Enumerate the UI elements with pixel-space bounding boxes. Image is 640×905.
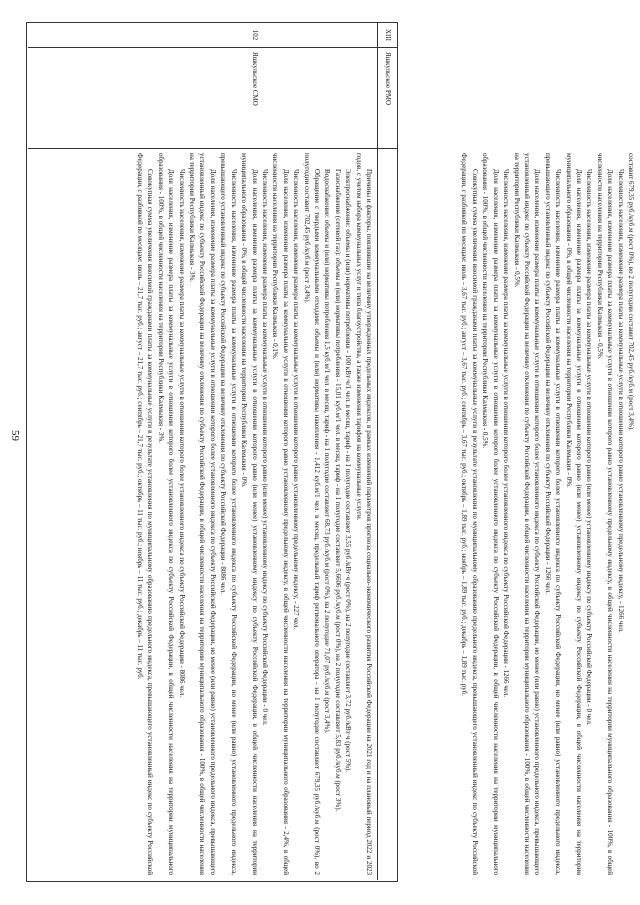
row-number-xiii: XIII <box>384 28 392 42</box>
paragraph: Обращение с твердыми коммунальными отходами: объемы и (или) нормативы накопления - 1,412 куб.м/1 чел. в месяц, предельный тариф регионального оператора - на 1 полугодие составляет 679,35 руб./куб.м (рост 0%), во 2 полугодии составит 702,45 руб./куб.м (рост 3,4%). <box>302 153 321 875</box>
paragraph: Численность населения, изменение размера платы за коммунальные услуги в отношении которого равно установленному предельному индексу, - 1266 чел. <box>616 169 625 633</box>
paragraph: Доля населения, изменение размера платы за коммунальные услуги в отношении которого равно установленному предельному индексу, в общей численности населения на территории муниципального образования - 2,4%, в общей численности населения на территории Республики Калмыкия - 0,1%. <box>271 153 290 875</box>
row-divider-xiii-top <box>397 22 398 880</box>
row-102-text <box>30 153 374 875</box>
paragraph: Численность населения, изменение размера платы за коммунальные услуги в отношении которого равно (или менее) установленному индексу по субъекту Российской Федерации - 0 чел. <box>585 169 594 726</box>
paragraph: Доля населения, изменение размера платы за коммунальные услуги в отношении которого более установленного индекса по субъекту Российской Федерации, в общей численности населения на территории муниципального образования - 100%, в общей численности населения на территории Республики Калмыкия - 3%. <box>156 153 176 875</box>
paragraph: Доля населения, изменение размера платы за коммунальные услуги в отношении которого более установленного индекса по субъекту Российской Федерации, в общей численности населения на территории муниципального образования - 100%, в общей численности населения на территории Республики Калмыкия - 0,5%. <box>481 153 500 875</box>
paragraph: Совокупная сумма увеличения вносимой гражданами платы за коммунальные услуги в результате установления по муниципальному образованию предельного индекса, превышающего установленный индекс по субъекту Российской Федерации, с разбивкой по месяцам: июль – 21,7 тыс. руб.; август – 21,7 тыс. руб.; сентябрь – 21,7 тыс. руб.; октябрь – 11 тыс. руб.; ноябрь – 11 тыс. руб.; декабрь – 11 тыс. руб. <box>136 153 155 875</box>
paragraph: Доля населения, изменение размера платы за коммунальные услуги в отношении которого равно (или менее) установленному индексу по субъекту Российской Федерации, в общей численности населения на территории муниципального образования - 0%, в общей численности населения на территории Республики Калмыкия - 0%. <box>240 153 259 875</box>
page-number: 59 <box>9 430 21 441</box>
paragraph: Численность населения, изменение размера платы за коммунальные услуги в отношении которого более установленного индекса по субъекту Российской Федерации - 1266 чел. <box>502 169 511 698</box>
paragraph: Доля населения, изменение размера платы за коммунальные услуги в отношении которого более установленного индекса по субъекту Российской Федерации, но менее (или равно) установленного предельного индекса, превышающего установленный индекс по субъекту Российской Федерации на величину отклонения по субъекту Российской Федерации, в общей численности населения на территории муниципального образования - 100%, в общей численности населения на территории Республики Калмыкия - 3%. <box>188 153 217 875</box>
column-divider-2 <box>28 47 398 48</box>
paragraph: Водоснабжение: объемы и (или) нормативы потребления 1,5 куб.м/1 чел. в месяц, тариф - на 1 полугодие составляет 68,73 руб./куб.м (рост 0%), на 2 полугодие 71,07 руб./куб.м (рост 3,4%). <box>323 169 332 734</box>
row-name-yashkulskoe-rmo: Яшкульское РМО <box>384 52 392 106</box>
column-divider-1 <box>28 22 398 23</box>
paragraph: Совокупная сумма увеличения вносимой гражданами платы за коммунальные услуги в результате установления по муниципальному образованию предельного индекса, превышающего установленный индекс по субъекту Российской Федерации, с разбивкой по месяцам: июль – 3,67 тыс. руб.; август – 3,67 тыс. руб.; сентябрь – 3,67 тыс. руб.; октябрь – 1,89 тыс. руб.; ноябрь – 1,89 тыс. руб.; декабрь – 1,89 тыс. руб. <box>460 153 479 875</box>
paragraph: Численность населения, изменение размера платы за коммунальные услуги в отношении которого равно установленному предельному индексу, - 227 чел. <box>292 169 301 630</box>
paragraph: Численность населения, изменение размера платы за коммунальные услуги в отношении которого более установленного индекса по субъекту Российской Федерации, но менее (или равно) установленного предельного индекса, превышающего установленный индекс по субъекту Российской Федерации на величину отклонения по субъекту Российской Федерации - 8086 чел. <box>219 153 238 875</box>
paragraph: Численность населения, изменение размера платы за коммунальные услуги в отношении которого более установленного индекса по субъекту Российской Федерации, но менее (или равно) установленного предельного индекса, превышающего установленный индекс по субъекту Российской Федерации на величину отклонения по субъекту Российской Федерации - 1266 чел. <box>543 153 563 875</box>
paragraph: Численность населения, изменение размера платы за коммунальные услуги в отношении которого более установленного индекса по субъекту Российской Федерации - 8086 чел. <box>177 169 186 698</box>
row-number-102: 102 <box>251 29 259 41</box>
paragraph: составит 679,35 руб./куб.м (рост 0%), во 2 полугодии составит 702,45 руб./куб.м (рост 3,4%). <box>627 153 635 431</box>
paragraph: Электроснабжение: объемы и (или) нормативы потребления - 100 кВт·ч/1 чел. в месяц, тариф - на 1 полугодие составляет 3,55 руб./кВт·ч (рост 0%), на 2 полугодие составляет 3,72 руб./кВт·ч (рост 5%). <box>344 169 353 773</box>
row-divider-xiii-bottom <box>377 22 378 880</box>
paragraph: Газоснабжение (сетевой газ): объемы и (или) нормативы потребления - 15,01 куб.м/1 чел. в месяц, тариф - на 1 полугодие составляет 5,6606 руб./куб.м (рост 0%), на 2 полугодие составляет 5,83 руб./куб.м (рост 3%). <box>333 169 342 812</box>
column-divider-3 <box>28 148 398 149</box>
paragraph: Численность населения, изменение размера платы за коммунальные услуги в отношении которого равно (или менее) установленному индексу по субъекту Российской Федерации - 0 чел. <box>260 169 269 726</box>
paragraph: Доля населения, изменение размера платы за коммунальные услуги в отношении которого более установленного индекса по субъекту Российской Федерации, но менее (или равно) установленного предельного индекса, превышающего установленный индекс по субъекту Российской Федерации на величину отклонения по субъекту Российской Федерации, в общей численности населения на территории муниципального образования - 100%, в общей численности населения на территории Республики Калмыкия - 0,5%. <box>512 153 542 875</box>
paragraph: Причины и факторы, повлиявшие на величину утвержденных предельных индексов, в рамках изменений параметров прогноза социально-экономического развития Российской Федерации на 2021 год и на плановый период 2022 и 2023 годов, с учетом набора коммунальных услуг и типа благоустройства, а также изменения тарифов на коммунальные услуги. <box>354 153 373 875</box>
row-continuation-text <box>402 153 636 875</box>
paragraph: Доля населения, изменение размера платы за коммунальные услуги в отношении которого равно установленному предельному индексу, в общей численности населения на территории муниципального образования - 100%, в общей численности населения на территории Республики Калмыкия - 0,5%. <box>595 153 615 875</box>
paragraph: Доля населения, изменение размера платы за коммунальные услуги в отношении которого равно (или менее) установленному индексу по субъекту Российской Федерации, в общей численности населения на территории муниципального образования - 0%, в общей численности населения на территории Республики Калмыкия - 0%. <box>564 153 583 875</box>
row-name-yashkulskoe-smo: Яшкульское СМО <box>251 52 259 106</box>
